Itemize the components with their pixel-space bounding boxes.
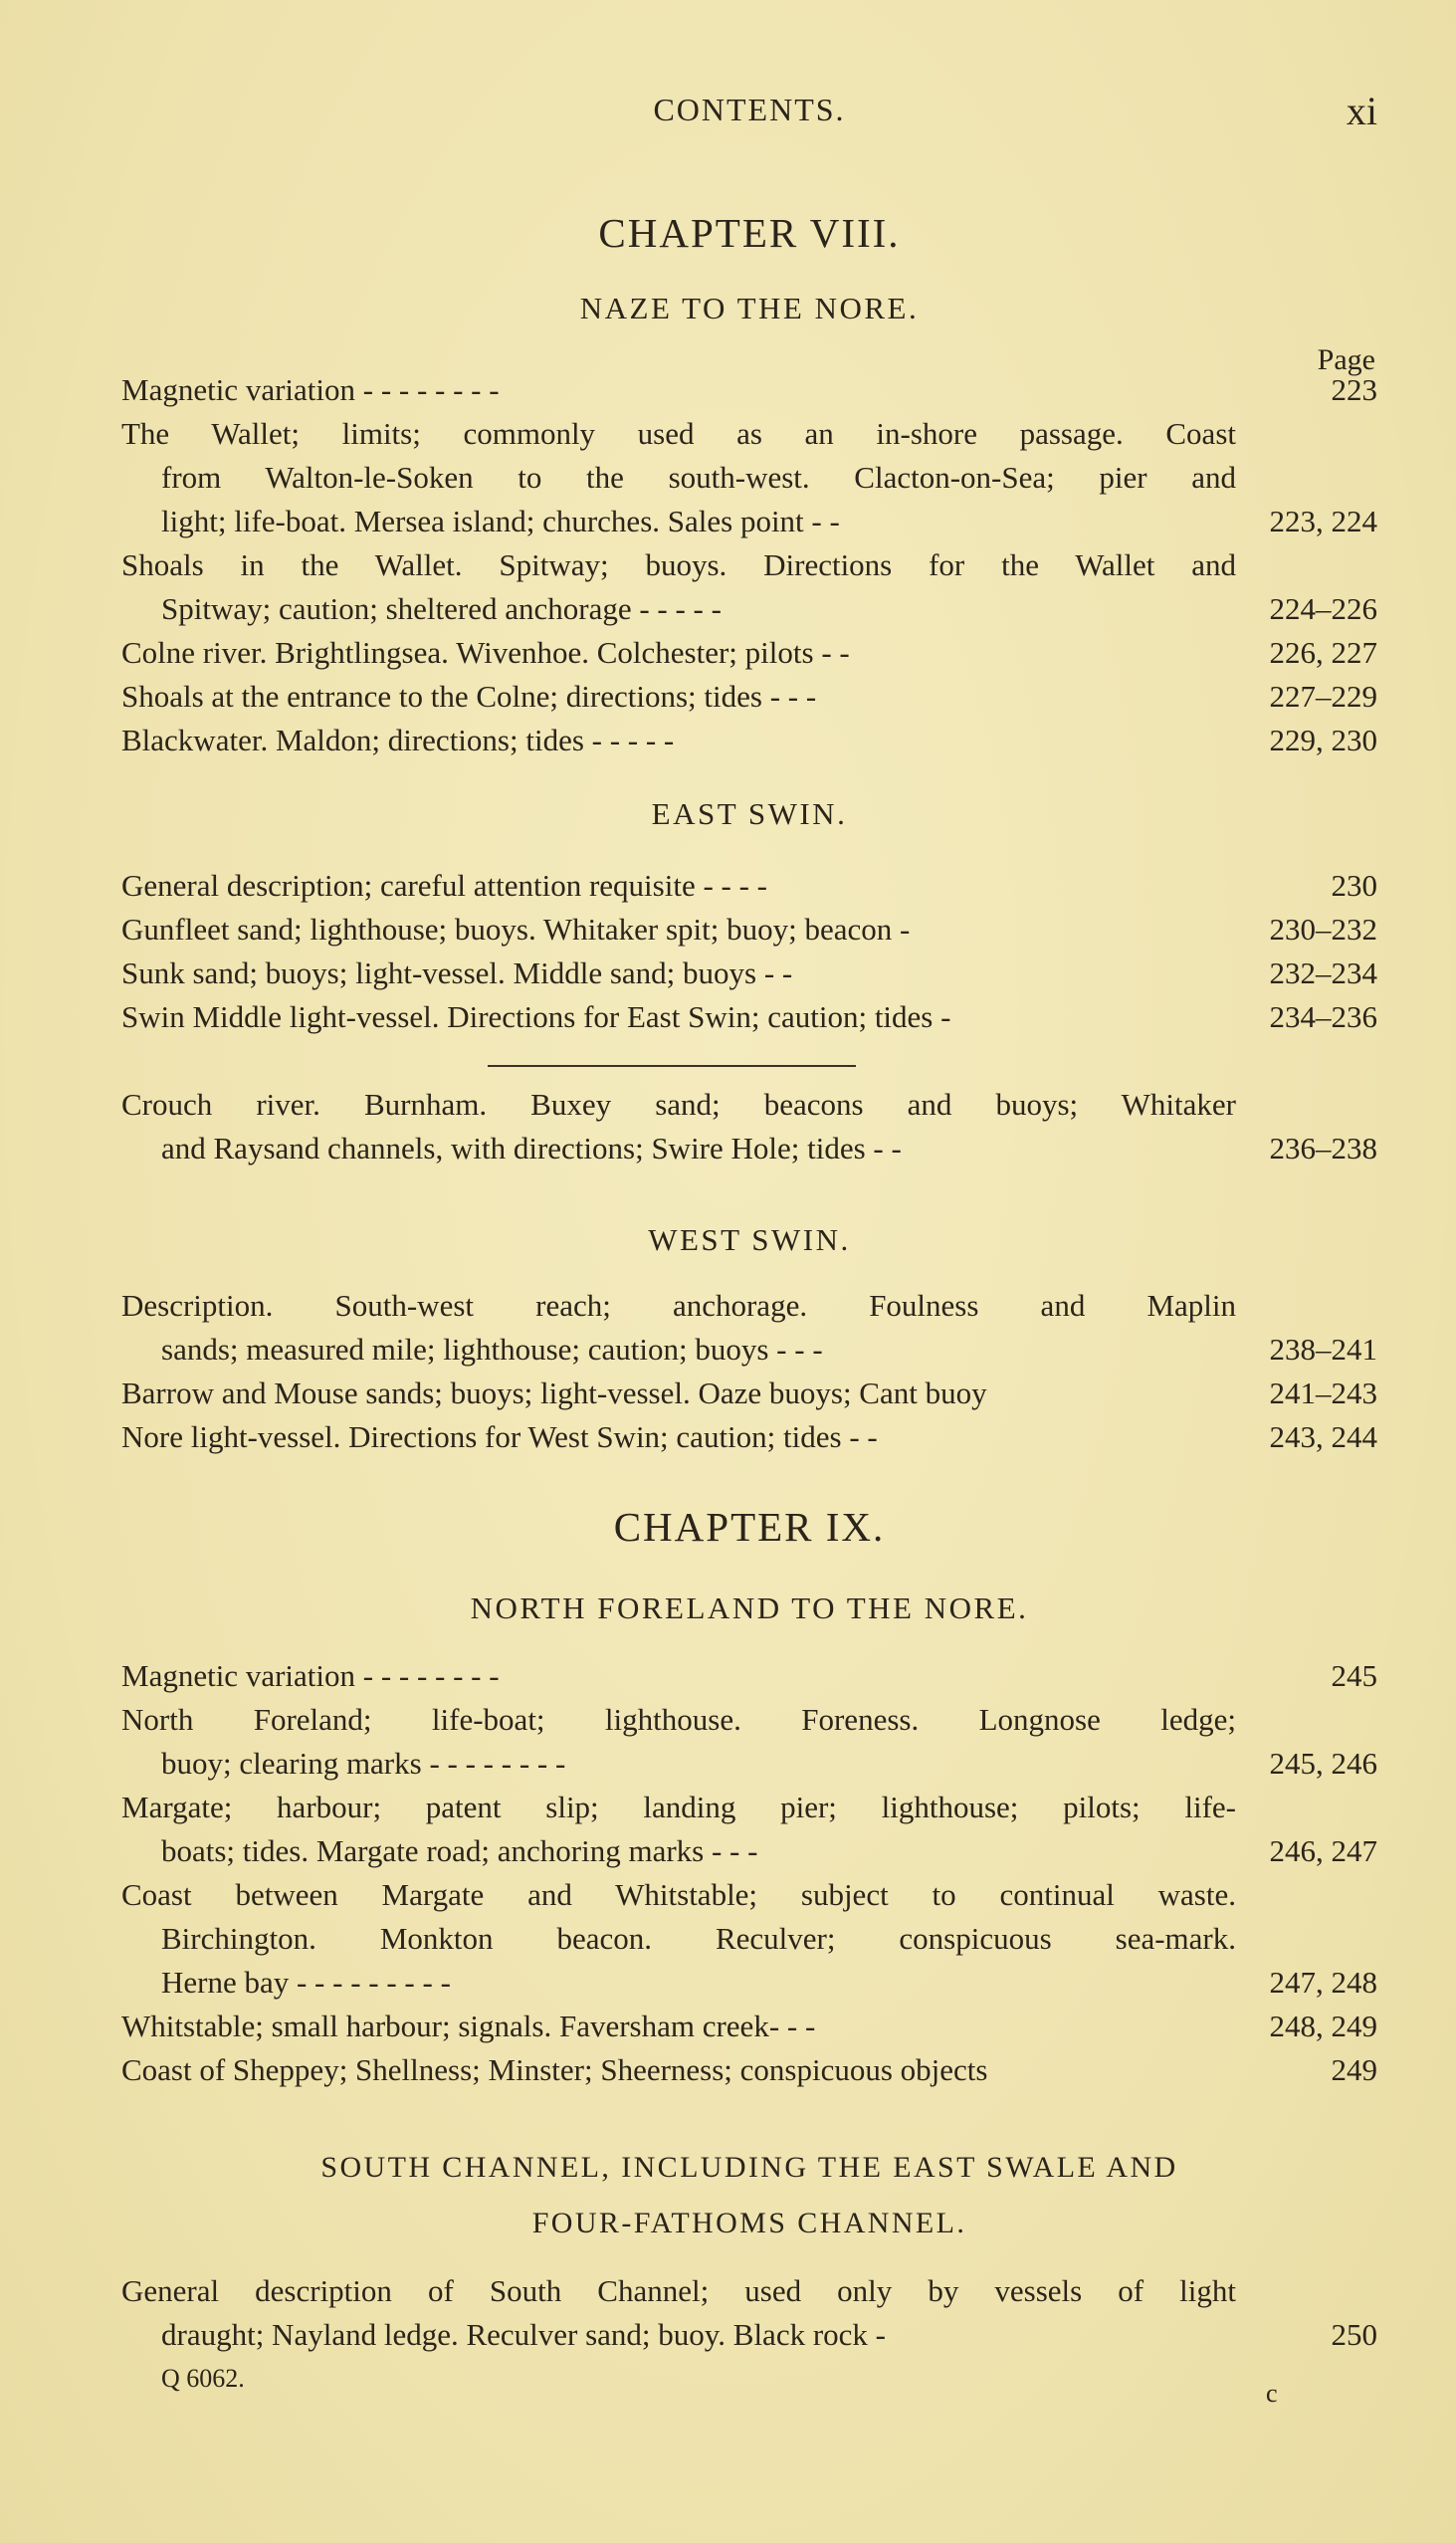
toc-entry: Nore light-vessel. Directions for West Swin; caution; tides - - 243, 244 xyxy=(121,1419,1377,1454)
section-entries xyxy=(121,368,1377,762)
toc-entry: The Wallet; limits; commonly used as an in-shore passage. Coast from Walton-le-Soken to the south-west. Clacton-on-Sea; pier and light; life-boat. Mersea island; churches. Sales point - - 223, 224 xyxy=(121,416,1377,538)
section-entries xyxy=(121,1654,1377,2092)
toc-entry: Whitstable; small harbour; signals. Faversham creek- - - 248, 249 xyxy=(121,2009,1377,2043)
section-entries xyxy=(121,864,1377,1039)
toc-entry: General description of South Channel; used only by vessels of light draught; Nayland ledge. Reculver sand; buoy. Black rock - 250 xyxy=(121,2273,1377,2352)
section-entries xyxy=(121,2269,1377,2357)
toc-entry: Shoals at the entrance to the Colne; directions; tides - - - 227–229 xyxy=(121,679,1377,714)
toc-entry: Crouch river. Burnham. Buxey sand; beacons and buoys; Whitaker and Raysand channels, with directions; Swire Hole; tides - - 236–238 xyxy=(121,1087,1377,1166)
section-heading: NORTH FORELAND TO THE NORE. xyxy=(470,1590,1029,1625)
section-heading: EAST SWIN. xyxy=(651,796,848,831)
toc-entry: Swin Middle light-vessel. Directions for East Swin; caution; tides - 234–236 xyxy=(121,999,1377,1034)
toc-entry: Coast between Margate and Whitstable; subject to continual waste. Birchington. Monkton beacon. Reculver; conspicuous sea-mark. Herne bay - - - - - - - - - 247, 248 xyxy=(121,1877,1377,2000)
chapter-heading: CHAPTER VIII. xyxy=(598,210,901,256)
toc-entry: Gunfleet sand; lighthouse; buoys. Whitaker spit; buoy; beacon - 230–232 xyxy=(121,912,1377,947)
toc-entry: Barrow and Mouse sands; buoys; light-vessel. Oaze buoys; Cant buoy 241–243 xyxy=(121,1376,1377,1410)
running-header xyxy=(121,89,1377,141)
toc-entry: Blackwater. Maldon; directions; tides - - - - - 229, 230 xyxy=(121,723,1377,757)
page-column-label: Page xyxy=(1317,343,1375,376)
page-number: xi xyxy=(1346,89,1377,133)
toc-entry: North Foreland; life-boat; lighthouse. Foreness. Longnose ledge; buoy; clearing marks - - - - - - - - 245, 246 xyxy=(121,1702,1377,1781)
toc-entry: Magnetic variation - - - - - - - - 223 xyxy=(121,372,1377,407)
section-rule xyxy=(488,1065,856,1067)
section-heading: WEST SWIN. xyxy=(648,1222,851,1257)
section-heading: NAZE TO THE NORE. xyxy=(579,291,920,325)
chapter-heading: CHAPTER IX. xyxy=(613,1504,886,1550)
toc-entry: Description. South-west reach; anchorage. Foulness and Maplin sands; measured mile; lighthouse; caution; buoys - - - 238–241 xyxy=(121,1288,1377,1367)
toc-entry: Sunk sand; buoys; light-vessel. Middle sand; buoys - - 232–234 xyxy=(121,955,1377,990)
toc-entry: Shoals in the Wallet. Spitway; buoys. Directions for the Wallet and Spitway; caution; sheltered anchorage - - - - - 224–226 xyxy=(121,547,1377,626)
toc-entry: Colne river. Brightlingsea. Wivenhoe. Colchester; pilots - - 226, 227 xyxy=(121,635,1377,670)
section-heading: SOUTH CHANNEL, INCLUDING THE EAST SWALE AND FOUR-FATHOMS CHANNEL. xyxy=(320,2151,1178,2239)
printer-signature: Q 6062. xyxy=(161,2364,245,2393)
sheet-mark: c xyxy=(1266,2379,1278,2408)
section-entries xyxy=(121,1284,1377,1459)
running-title: CONTENTS. xyxy=(653,92,846,127)
section-entries xyxy=(121,1083,1377,1170)
toc-entry: Margate; harbour; patent slip; landing pier; lighthouse; pilots; life- boats; tides. Margate road; anchoring marks - - - 246, 247 xyxy=(121,1790,1377,1868)
toc-entry: Magnetic variation - - - - - - - - 245 xyxy=(121,1658,1377,1693)
toc-entry: Coast of Sheppey; Shellness; Minster; Sheerness; conspicuous objects 249 xyxy=(121,2052,1377,2087)
toc-entry: General description; careful attention requisite - - - - 230 xyxy=(121,868,1377,903)
